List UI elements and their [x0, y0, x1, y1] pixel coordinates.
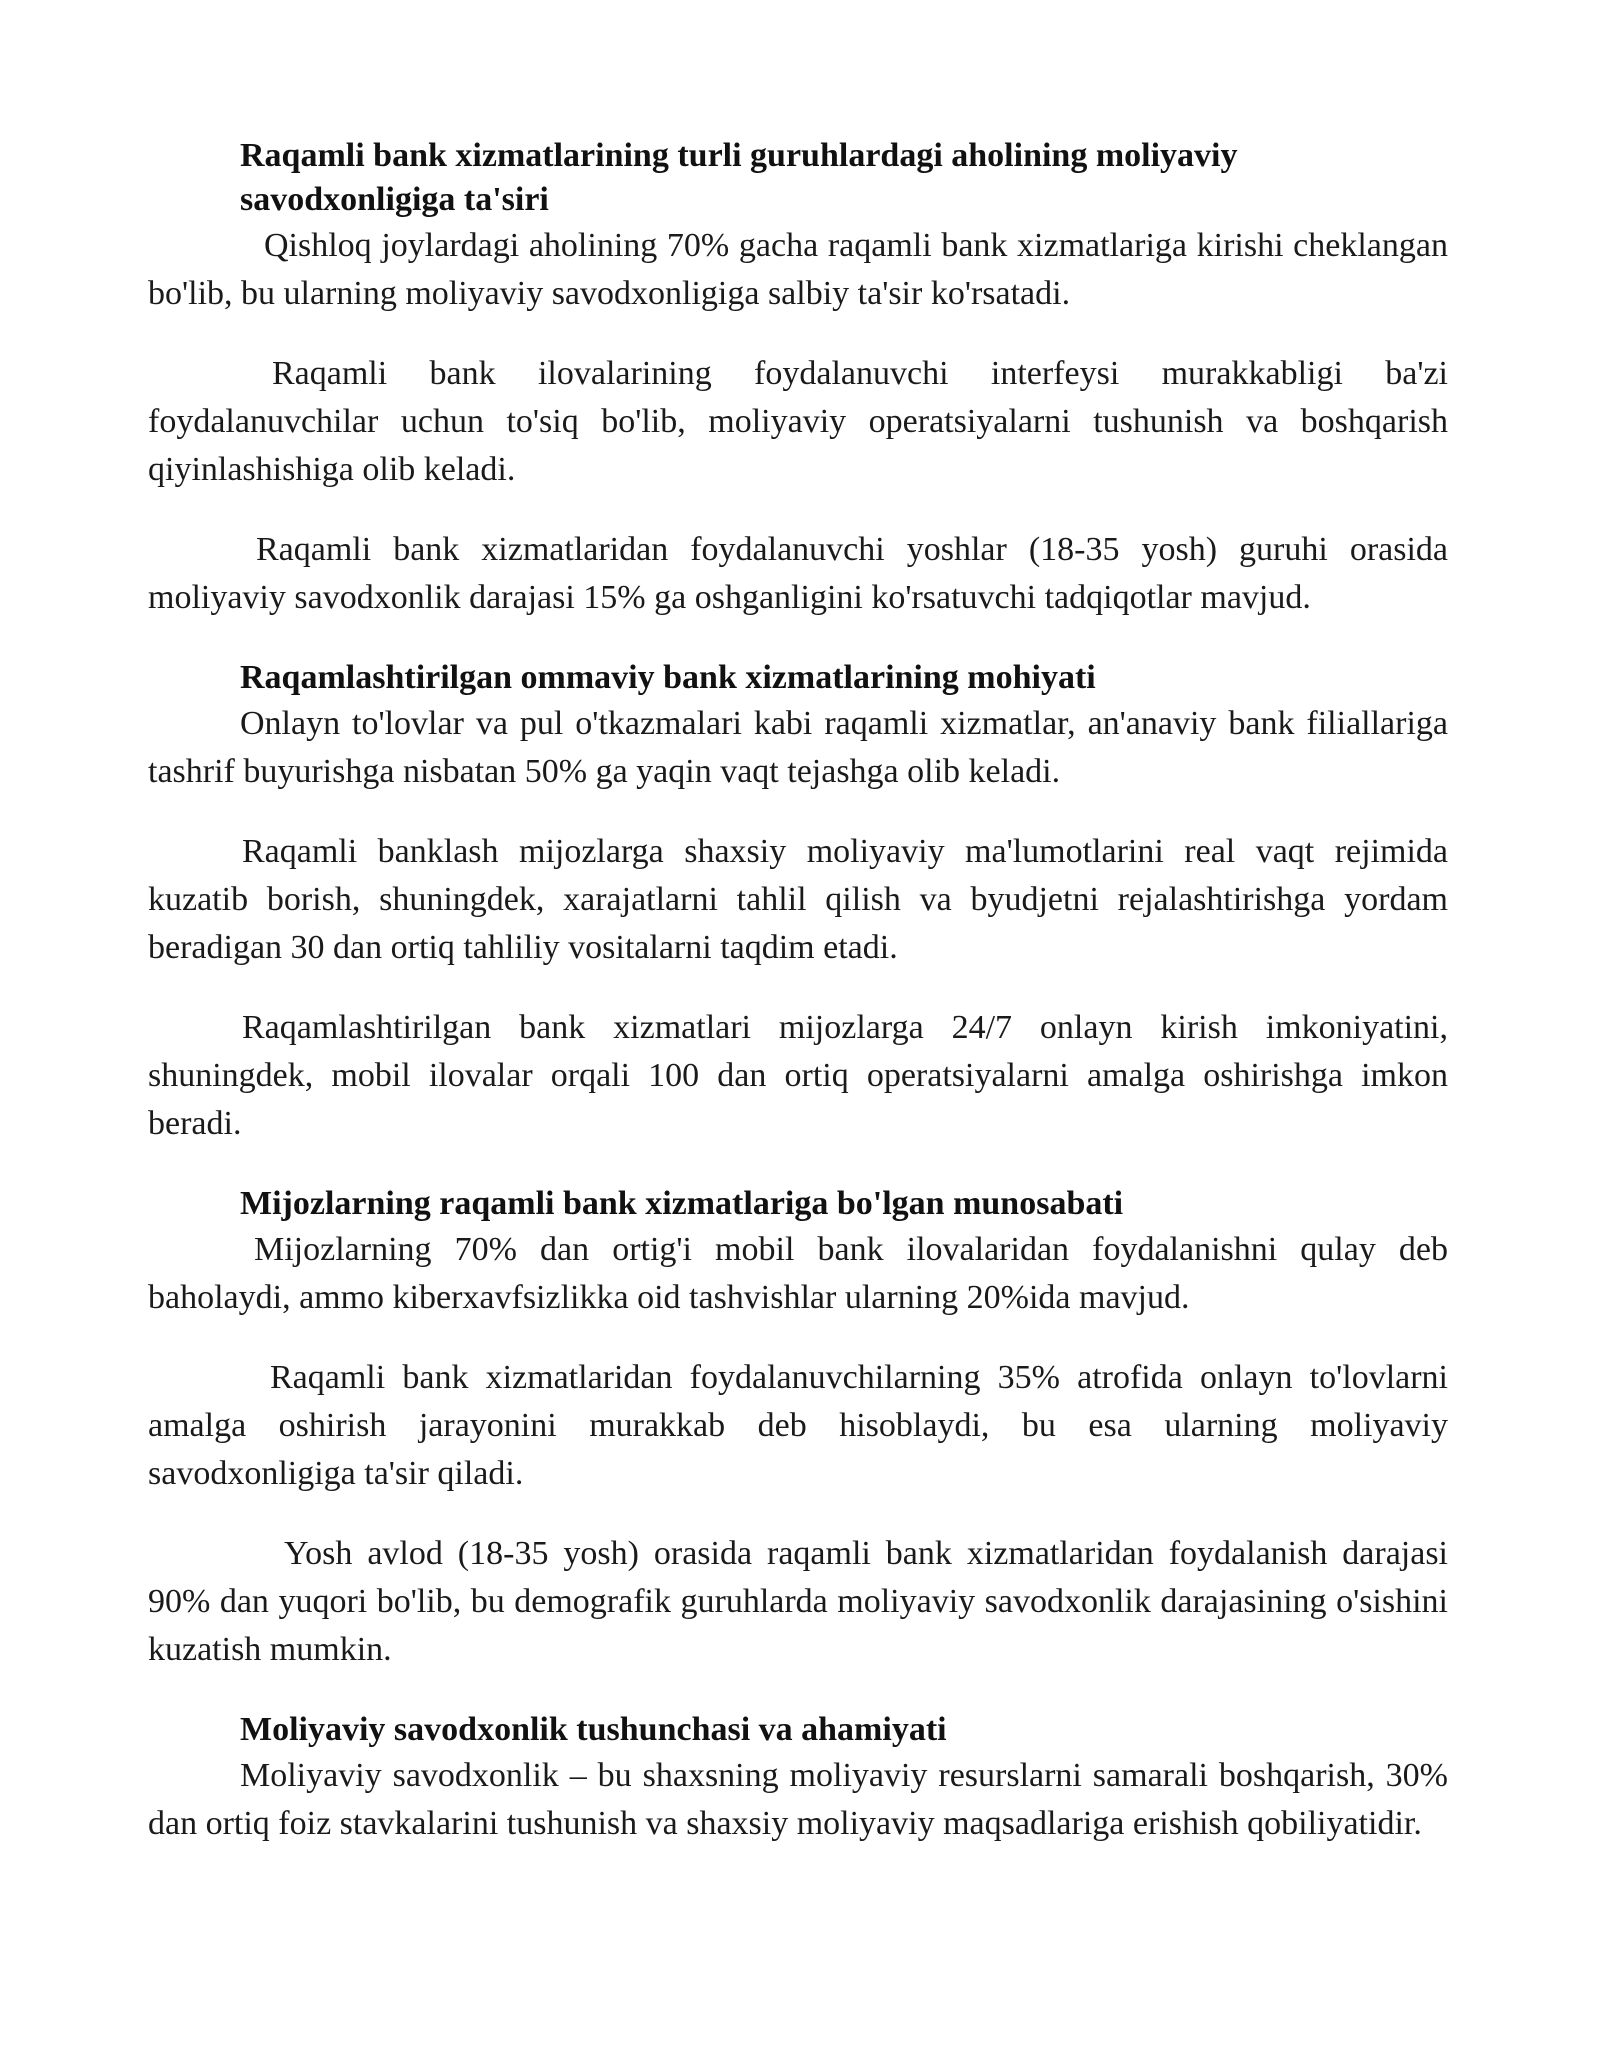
section-heading: Mijozlarning raqamli bank xizmatlariga bo'lgan munosabati: [240, 1185, 1124, 1222]
section-heading: Moliyaviy savodxonlik tushunchasi va ahamiyati: [240, 1711, 947, 1748]
paragraph: Onlayn to'lovlar va pul o'tkazmalari kabi raqamli xizmatlar, an'anaviy bank filiallariga tashrif buyurishga nisbatan 50% ga yaqin vaqt tejashga olib keladi.: [148, 705, 1448, 790]
paragraph: Raqamli banklash mijozlarga shaxsiy moliyaviy ma'lumotlarini real vaqt rejimida kuzatib borish, shuningdek, xarajatlarni tahlil qilish va byudjetni rejalashtirishga yordam beradigan 30 dan ortiq tahliliy vositalarni taqdim etadi.: [148, 833, 1448, 966]
paragraph: Qishloq joylardagi aholining 70% gacha raqamli bank xizmatlariga kirishi cheklangan bo'lib, bu ularning moliyaviy savodxonligiga salbiy ta'sir ko'rsatadi.: [148, 227, 1448, 312]
paragraph: Raqamli bank xizmatlaridan foydalanuvchi yoshlar (18-35 yosh) guruhi orasida moliyaviy savodxonlik darajasi 15% ga oshganligini ko'rsatuvchi tadqiqotlar mavjud.: [148, 531, 1448, 616]
section-digital-services-essence: [148, 656, 1448, 1148]
paragraph: Yosh avlod (18-35 yosh) orasida raqamli bank xizmatlaridan foydalanish darajasi 90% dan yuqori bo'lib, bu demografik guruhlarda moliyaviy savodxonlik darajasining o'sishini kuzatish mumkin.: [148, 1535, 1448, 1668]
paragraph: Raqamli bank ilovalarining foydalanuvchi interfeysi murakkabligi ba'zi foydalanuvchilar uchun to'siq bo'lib, moliyaviy operatsiyalarni tushunish va boshqarish qiyinlashishiga olib keladi.: [148, 355, 1448, 488]
section-heading: Raqamli bank xizmatlarining turli guruhlardagi aholining moliyaviy savodxonligiga ta'siri: [240, 137, 1238, 218]
section-financial-literacy-concept: [148, 1708, 1448, 1848]
paragraph: Moliyaviy savodxonlik – bu shaxsning moliyaviy resurslarni samarali boshqarish, 30% dan ortiq foiz stavkalarini tushunish va shaxsiy moliyaviy maqsadlariga erishish qobiliyatidir.: [148, 1757, 1448, 1842]
section-digital-banking-impact: [148, 134, 1448, 622]
paragraph: Mijozlarning 70% dan ortig'i mobil bank ilovalaridan foydalanishni qulay deb baholaydi, ammo kiberxavfsizlikka oid tashvishlar ularning 20%ida mavjud.: [148, 1231, 1448, 1316]
paragraph: Raqamli bank xizmatlaridan foydalanuvchilarning 35% atrofida onlayn to'lovlarni amalga oshirish jarayonini murakkab deb hisoblaydi, bu esa ularning moliyaviy savodxonligiga ta'sir qiladi.: [148, 1359, 1448, 1492]
section-heading: Raqamlashtirilgan ommaviy bank xizmatlarining mohiyati: [240, 659, 1096, 696]
document-body: [148, 134, 1448, 1848]
section-customer-attitude: [148, 1182, 1448, 1674]
paragraph: Raqamlashtirilgan bank xizmatlari mijozlarga 24/7 onlayn kirish imkoniyatini, shuningdek, mobil ilovalar orqali 100 dan ortiq operatsiyalarni amalga oshirishga imkon beradi.: [148, 1009, 1448, 1142]
